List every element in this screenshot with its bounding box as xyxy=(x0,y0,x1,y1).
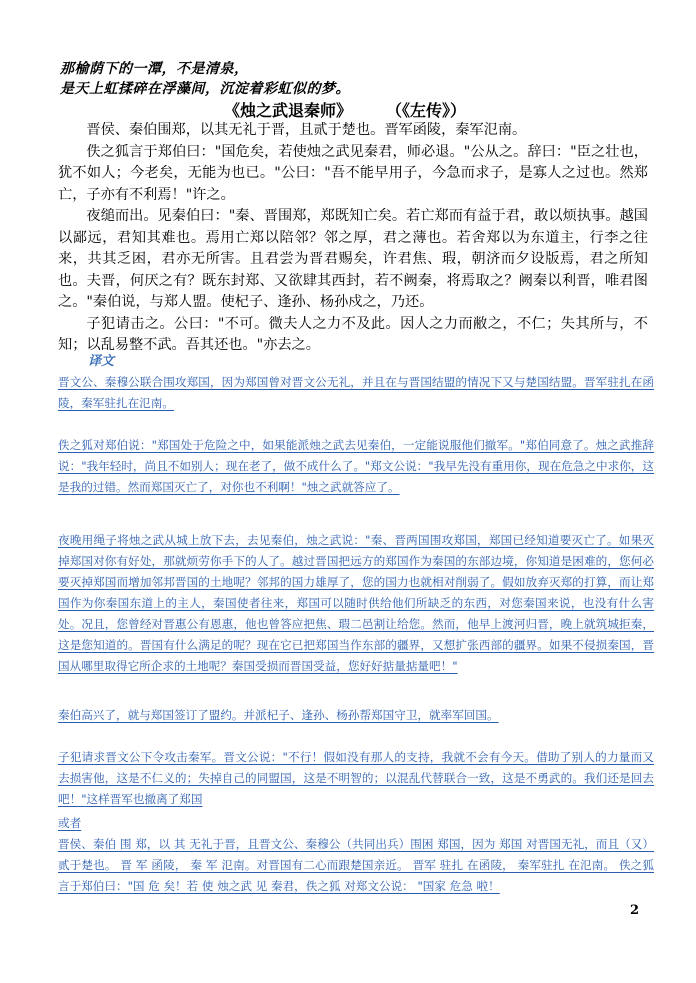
poem-line-1: 那榆荫下的一潭，不是清泉， xyxy=(60,61,249,77)
translation-paragraph-6[interactable]: 晋侯、秦伯 围 郑，以 其 无礼于晋，且晋文公、秦穆公（共同出兵）围困 郑国，因为 郑国 对晋国无礼，而且（又）贰于楚也。 晋 军 函陵， 秦 军 氾南。对晋国有二心而跟楚国亲近。 晋军 驻扎 在函陵， 秦军驻扎 在氾南。 佚之狐 言于郑伯曰："国 危 矣！若 使 烛之武 见 秦君，佚之狐 对郑文公说： "国家 危急 啦！ xyxy=(58,837,654,893)
translation-paragraph-5[interactable]: 子犯请求晋文公下令攻击秦军。晋文公说："不行！假如没有那人的支持，我就不会有今天。借助了别人的力量而又去损害他，这是不仁义的；失掉自己的同盟国，这是不明智的；以混乱代替联合一致，这是不勇武的。我们还是回去吧！"这样晋军也撤离了郑国 xyxy=(58,750,654,806)
translation-or[interactable]: 或者 xyxy=(58,816,82,830)
original-paragraph-3: 夜缒而出。见秦伯曰："秦、晋围郑，郑既知亡矣。若亡郑而有益于君，敢以烦执事。越国以鄙远，君知其难也。焉用亡郑以陪邻？邻之厚，君之薄也。若舍郑以为东道主，行李之往来，共其乏困，君亦无所害。且君尝为晋君赐矣，许君焦、瑕，朝济而夕设版焉，君之所知也。夫晋，何厌之有？既东封郑、又欲肆其西封，若不阙秦，将焉取之？阙秦以利晋，唯君图之。"秦伯说，与郑人盟。使杞子、逢孙、杨孙戍之，乃还。 xyxy=(58,208,648,310)
title-source: （《左传》） xyxy=(386,101,467,120)
original-paragraph-2: 佚之狐言于郑伯曰："国危矣，若使烛之武见秦君，师必退。"公从之。辞曰："臣之壮也，犹不如人；今老矣，无能为也已。"公曰："吾不能早用子，今急而求子，是寡人之过也。然郑亡，子亦有不利焉！"许之。 xyxy=(58,143,648,203)
poem-line-2: 是天上虹揉碎在浮藻间，沉淀着彩虹似的梦。 xyxy=(60,81,350,97)
original-paragraph-1: 晋侯、秦伯围郑，以其无礼于晋，且贰于楚也。晋军函陵，秦军氾南。 xyxy=(86,122,527,138)
original-paragraph-4: 子犯请击之。公曰："不可。微夫人之力不及此。因人之力而敝之，不仁；失其所与，不知；以乱易整不武。吾其还也。"亦去之。 xyxy=(58,315,648,353)
translation-paragraph-2[interactable]: 佚之狐对郑伯说："郑国处于危险之中，如果能派烛之武去见秦伯，一定能说服他们撤军。"郑伯同意了。烛之武推辞说："我年轻时，尚且不如别人；现在老了，做不成什么了。"郑文公说："我早先没有重用你，现在危急之中求你，这是我的过错。然而郑国灭亡了，对你也不利啊！"烛之武就答应了。 xyxy=(58,438,654,494)
original-text xyxy=(58,120,648,357)
translation-paragraph-3[interactable]: 夜晚用绳子将烛之武从城上放下去，去见秦伯，烛之武说："秦、晋两国围攻郑国，郑国已经知道要灭亡了。如果灭掉郑国对你有好处，那就烦劳你手下的人了。越过晋国把远方的郑国作为秦国的东部边境，你知道是困难的，您何必要灭掉郑国而增加邻邦晋国的土地呢？邻邦的国力雄厚了，您的国力也就相对削弱了。假如放弃灭郑的打算，而让郑国作为你秦国东道上的主人，秦国使者往来，郑国可以随时供给他们所缺乏的东西，对您秦国来说，也没有什么害处。况且，您曾经对晋惠公有恩惠，他也曾答应把焦、瑕二邑割让给您。然而，他早上渡河归晋，晚上就筑城拒秦，这是您知道的。晋国有什么满足的呢？现在它已把郑国当作东部的疆界，又想扩张西部的疆界。如果不侵损秦国，晋国从哪里取得它所企求的土地呢？秦国受损而晋国受益，您好好掂量掂量吧！" xyxy=(58,533,654,673)
translation-paragraph-1[interactable]: 晋文公、秦穆公联合围攻郑国，因为郑国曾对晋文公无礼，并且在与晋国结盟的情况下又与楚国结盟。晋军驻扎在函陵，秦军驻扎在氾南。 xyxy=(58,375,654,410)
translation-label: 译文 xyxy=(88,354,115,369)
page-number: 2 xyxy=(630,903,640,918)
title-main: 《烛之武退秦师》 xyxy=(224,101,353,120)
translation-paragraph-4[interactable]: 秦伯高兴了，就与郑国签订了盟约。并派杞子、逢孙、杨孙帮郑国守卫，就率军回国。 xyxy=(58,708,499,722)
